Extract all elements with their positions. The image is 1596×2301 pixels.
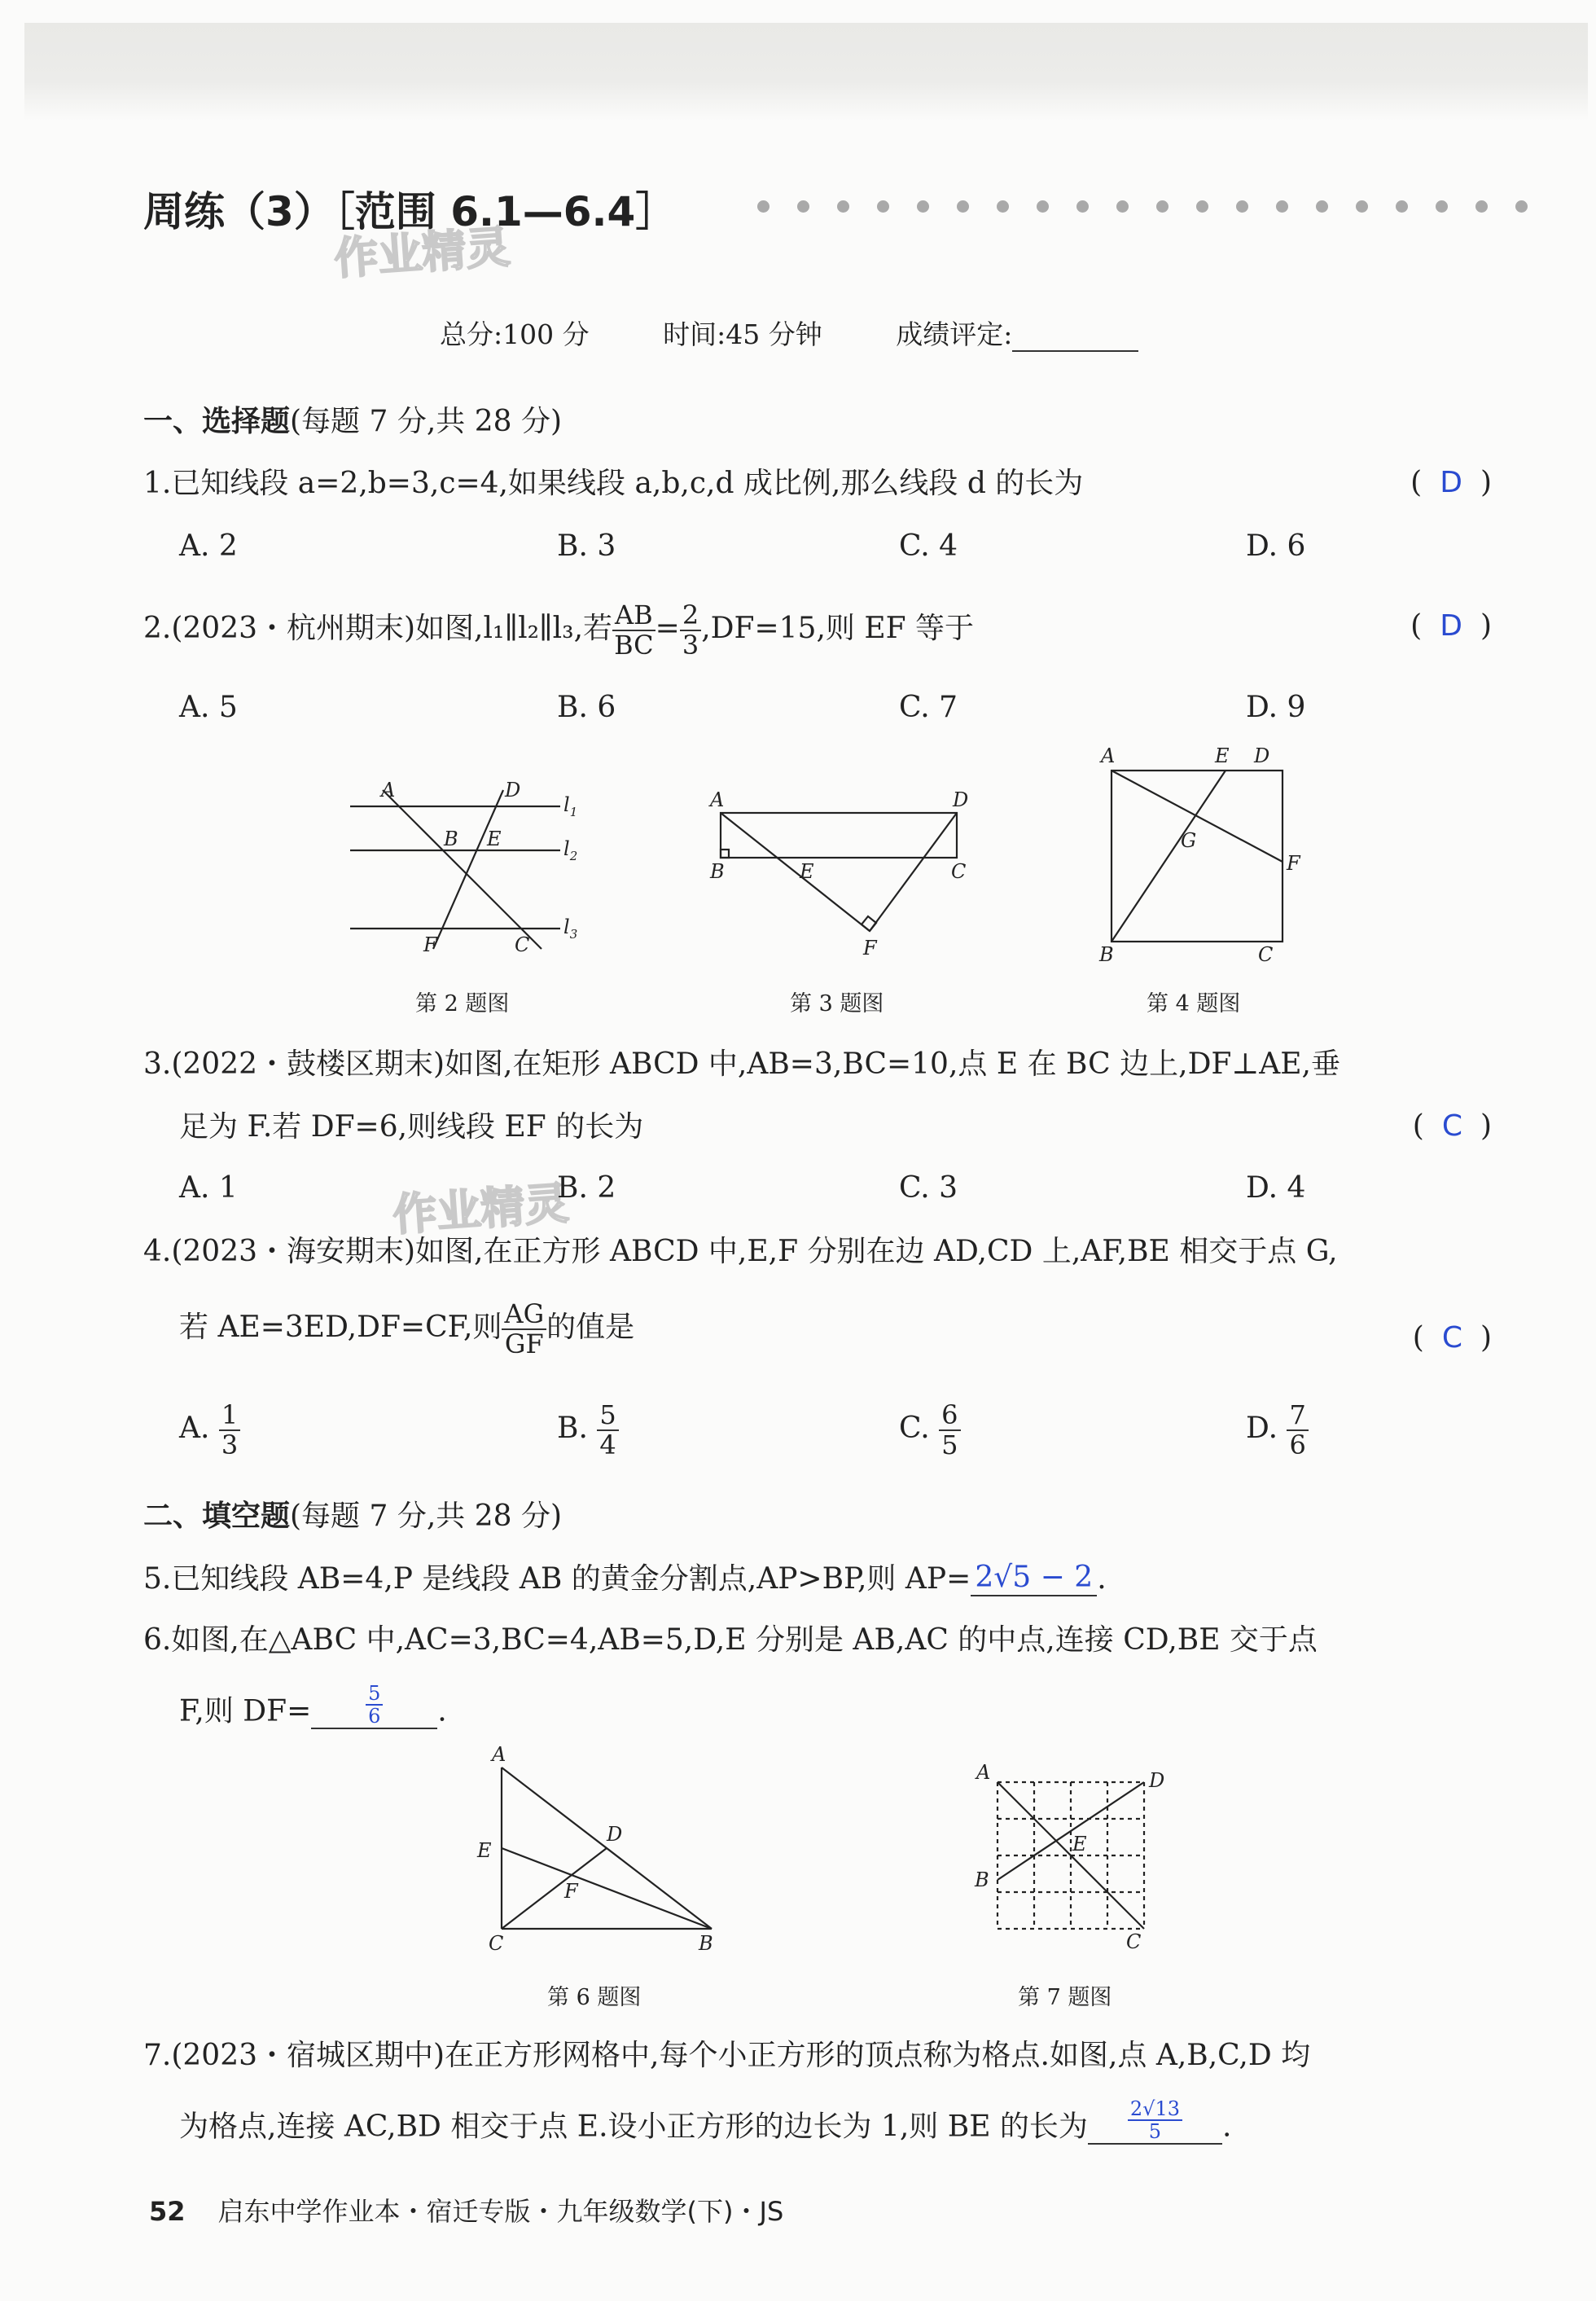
label-a: A — [1101, 744, 1116, 767]
label-d: D — [607, 1823, 623, 1846]
title-dots-decoration — [757, 200, 1555, 216]
label-a: A — [976, 1761, 991, 1784]
segment-cd — [502, 1848, 607, 1929]
figure-4-diagram — [1091, 741, 1303, 965]
rectangle-abcd — [721, 813, 957, 858]
answer-value: C — [1441, 1321, 1462, 1355]
page-footer — [149, 2191, 783, 2229]
label-l1: $l_1$ — [563, 793, 578, 819]
answer-value: C — [1441, 1109, 1462, 1143]
figure-3-caption: 第 3 题图 — [790, 991, 884, 1017]
page-title: 周练（3）［范围 6.1—6.4］ — [143, 188, 677, 235]
label-d: D — [1254, 744, 1270, 767]
q2-option-d: D. 9 — [1246, 691, 1306, 724]
figure-2-caption: 第 2 题图 — [415, 991, 510, 1017]
q3-option-b: B. 2 — [557, 1171, 616, 1205]
question-2-stem: 2.(2023・杭州期末)如图,l₁∥l₂∥l₃,若 $\frac{AB}{BC}$ = $\frac{2}{3}$ ,DF=15,则 EF 等于 — [143, 599, 975, 661]
label-a: A — [381, 779, 396, 801]
q2-option-b: B. 6 — [557, 691, 616, 724]
question-4-stem-line1: 4.(2023・海安期末)如图,在正方形 ABCD 中,E,F 分别在边 AD,CD 上,AF,BE 相交于点 G, — [143, 1235, 1338, 1268]
label-e: E — [477, 1839, 492, 1862]
label-f: F — [863, 937, 877, 959]
question-5: 5.已知线段 AB=4,P 是线段 AB 的黄金分割点,AP>BP,则 AP= 2√5 − 2 . — [143, 1561, 1107, 1596]
section-1-heading — [143, 404, 562, 439]
label-a: A — [492, 1743, 506, 1766]
label-b: B — [710, 860, 725, 883]
figure-2-diagram — [342, 774, 594, 961]
label-c: C — [515, 933, 530, 956]
label-b: B — [975, 1868, 989, 1891]
section-2-title: 二、填空题 — [143, 1500, 291, 1533]
label-b: B — [1099, 943, 1114, 965]
figure-6-diagram — [472, 1743, 733, 1955]
label-l3: $l_3$ — [563, 916, 578, 942]
question-6-stem-line2: F,则 DF= $\frac{5}{6}$ . — [179, 1682, 447, 1728]
segment-be — [1112, 771, 1226, 942]
label-f: F — [1287, 852, 1300, 875]
question-1-answer: ( D ) — [1410, 466, 1492, 499]
label-b: B — [444, 828, 458, 850]
q1-option-b: B. 3 — [557, 529, 616, 563]
section-2-heading — [143, 1499, 562, 1534]
label-e: E — [1215, 744, 1230, 767]
grade-blank — [1012, 326, 1138, 352]
question-4-answer: ( C ) — [1412, 1321, 1492, 1355]
question-2-answer: ( D ) — [1410, 609, 1492, 643]
label-f: F — [423, 933, 437, 956]
figure-3-diagram — [700, 782, 977, 965]
figure-7-diagram — [965, 1759, 1177, 1955]
question-7-stem-line1: 7.(2023・宿城区期中)在正方形网格中,每个小正方形的顶点称为格点.如图,点 A,B,C,D 均 — [143, 2039, 1311, 2072]
q3-option-c: C. 3 — [899, 1171, 958, 1205]
label-d: D — [1149, 1769, 1165, 1792]
answer-value: D — [1440, 609, 1462, 643]
watermark-logo-2: 作业精灵 — [391, 1177, 571, 1241]
figure-7-caption: 第 7 题图 — [1018, 1985, 1112, 2010]
label-c: C — [951, 860, 967, 883]
q1-option-d: D. 6 — [1246, 529, 1306, 563]
question-3-answer: ( C ) — [1412, 1109, 1492, 1143]
q3-option-d: D. 4 — [1246, 1171, 1306, 1205]
transversal-ac — [383, 790, 542, 949]
score-meta — [440, 314, 1138, 352]
question-4-stem-line2: 若 AE=3ED,DF=CF,则 $\frac{AG}{GF}$ 的值是 — [179, 1298, 635, 1360]
figure-6-caption: 第 6 题图 — [547, 1985, 642, 2010]
question-7-stem-line2: 为格点,连接 AC,BD 相交于点 E.设小正方形的边长为 1,则 BE 的长为 $\frac{2√13}{5}$ . — [179, 2097, 1232, 2144]
segment-df — [870, 813, 957, 931]
segment-be — [502, 1848, 712, 1929]
q7-answer-blank: $\frac{2√13}{5}$ — [1088, 2098, 1222, 2145]
watermark-logo: 作业精灵 — [332, 221, 512, 285]
label-e: E — [487, 828, 502, 850]
segment-af — [721, 813, 870, 931]
answer-value: D — [1440, 466, 1462, 499]
q2-fraction-2-3: $\frac{2}{3}$ — [680, 601, 701, 660]
q4-fraction-ag-gf: $\frac{AG}{GF}$ — [502, 1300, 546, 1359]
label-c: C — [1258, 943, 1274, 965]
q1-option-c: C. 4 — [899, 529, 958, 563]
q4-option-d: D. $\frac{7}{6}$ — [1246, 1401, 1309, 1460]
square-abcd — [1112, 771, 1282, 942]
section-1-title: 一、选择题 — [143, 405, 291, 438]
q2-option-a: A. 5 — [179, 691, 238, 724]
q4-option-c: C. $\frac{6}{5}$ — [899, 1401, 961, 1460]
q3-option-a: A. 1 — [179, 1171, 238, 1205]
q5-answer-blank: 2√5 − 2 — [971, 1560, 1097, 1596]
question-6-stem-line1: 6.如图,在△ABC 中,AC=3,BC=4,AB=5,D,E 分别是 AB,AC 的中点,连接 CD,BE 交于点 — [143, 1623, 1318, 1657]
total-score: 总分:100 分 — [440, 318, 590, 350]
right-angle-b — [721, 850, 729, 858]
q6-answer-blank: $\frac{5}{6}$ — [311, 1683, 437, 1729]
label-g: G — [1181, 829, 1197, 852]
page-number: 52 — [149, 2196, 186, 2227]
label-e: E — [1072, 1833, 1087, 1855]
q2-fraction-ab-bc: $\frac{AB}{BC}$ — [612, 601, 656, 660]
figure-4-caption: 第 4 题图 — [1147, 991, 1241, 1017]
section-1-note: (每题 7 分,共 28 分) — [290, 405, 563, 438]
label-a: A — [710, 788, 725, 811]
question-3-stem-line2: 足为 F.若 DF=6,则线段 EF 的长为 — [179, 1110, 644, 1144]
q4-option-a: A. $\frac{1}{3}$ — [179, 1401, 240, 1460]
segment-af — [1112, 771, 1282, 862]
label-e: E — [800, 860, 814, 883]
time-limit: 时间:45 分钟 — [663, 318, 822, 350]
label-d: D — [505, 779, 521, 801]
label-c: C — [489, 1932, 504, 1955]
grade-label: 成绩评定: — [896, 318, 1013, 350]
question-1-stem: 1.已知线段 a=2,b=3,c=4,如果线段 a,b,c,d 成比例,那么线段 d 的长为 — [143, 467, 1084, 500]
label-b: B — [699, 1932, 713, 1955]
section-2-note: (每题 7 分,共 28 分) — [290, 1500, 563, 1533]
label-f: F — [564, 1880, 578, 1903]
q1-option-a: A. 2 — [179, 529, 238, 563]
transversal-df — [433, 790, 503, 949]
book-title: 启东中学作业本・宿迁专版・九年级数学(下)・JS — [217, 2196, 784, 2227]
label-d: D — [953, 788, 969, 811]
label-c: C — [1126, 1930, 1142, 1953]
q2-option-c: C. 7 — [899, 691, 958, 724]
label-l2: $l_2$ — [563, 837, 578, 863]
q4-option-b: B. $\frac{5}{4}$ — [557, 1401, 619, 1460]
question-3-stem-line1: 3.(2022・鼓楼区期末)如图,在矩形 ABCD 中,AB=3,BC=10,点 E 在 BC 边上,DF⊥AE,垂 — [143, 1047, 1340, 1081]
